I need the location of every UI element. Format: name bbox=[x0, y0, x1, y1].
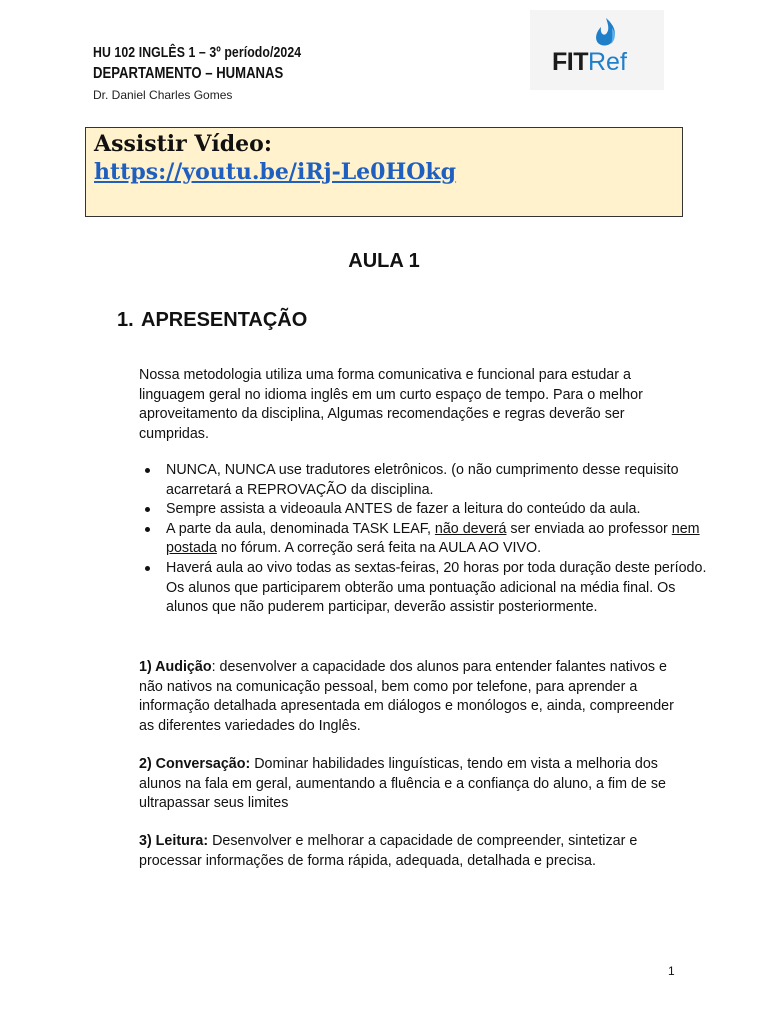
lesson-title: AULA 1 bbox=[348, 250, 420, 272]
document-header bbox=[93, 44, 347, 102]
rule-text: no fórum. A correção será feita na AULA AO VIVO. bbox=[216, 540, 542, 557]
rule-underlined-text: nem postada bbox=[166, 520, 700, 557]
flame-icon bbox=[592, 16, 620, 50]
logo-fit-text: FIT bbox=[552, 48, 588, 76]
intro-paragraph: Nossa metodologia utiliza uma forma comunicativa e funcional para estudar a linguagem geral no idioma inglês em um curto espaço de tempo. Para o melhor aproveitamento da disciplina, Algumas recomendações e regras deverão ser cumpridas. bbox=[139, 367, 643, 442]
skill-reading bbox=[139, 832, 687, 871]
course-title: HU 102 INGLÊS 1 – 3º período/2024 bbox=[93, 44, 302, 61]
skill-label: 1) Audição bbox=[139, 659, 212, 675]
rule-text: ser enviada ao professor bbox=[506, 520, 672, 537]
rule-item: NUNCA, NUNCA use tradutores eletrônicos. (o não cumprimento desse requisito acarretará a REPROVAÇÃO da disciplina. bbox=[166, 461, 714, 500]
section-number: 1. bbox=[117, 309, 134, 331]
rule-item bbox=[166, 520, 714, 559]
skill-listening bbox=[139, 658, 687, 736]
page-number: 1 bbox=[668, 964, 675, 978]
department-title: DEPARTAMENTO – HUMANAS bbox=[93, 65, 284, 82]
fitref-logo bbox=[530, 10, 664, 90]
skill-text: Desenvolver e melhorar a capacidade de compreender, sintetizar e processar informações de forma rápida, adequada, detalhada e precisa. bbox=[139, 833, 638, 869]
logo-wordmark bbox=[552, 48, 627, 77]
logo-ref-text: Ref bbox=[588, 48, 627, 76]
video-title: Assistir Vídeo: bbox=[94, 131, 272, 157]
section-title: APRESENTAÇÃO bbox=[141, 309, 308, 331]
rule-item: Sempre assista a videoaula ANTES de fazer a leitura do conteúdo da aula. bbox=[166, 500, 714, 520]
teacher-name: Dr. Daniel Charles Gomes bbox=[93, 88, 233, 102]
video-callout bbox=[85, 127, 683, 217]
section-heading bbox=[117, 309, 307, 332]
skill-label: 3) Leitura: bbox=[139, 833, 209, 849]
skill-text: Dominar habilidades linguísticas, tendo em vista a melhoria dos alunos na fala em geral, aumentando a fluência e a confiança do aluno, a fim de se ultrapassar seus limites bbox=[139, 756, 666, 812]
rules-list bbox=[139, 461, 714, 618]
skill-text: : desenvolver a capacidade dos alunos para entender falantes nativos e não nativos na comunicação pessoal, bem como por telefone, para aprender a informação detalhada apresentada em diálogos e monólogos e, ainda, compreender as diferentes variedades do Inglês. bbox=[139, 659, 674, 734]
rule-item: Haverá aula ao vivo todas as sextas-feiras, 20 horas por toda duração deste período. Os alunos que participarem obterão uma pontuação adicional na média final. Os alunos que não puderem participar, deverão assistir posteriormente. bbox=[166, 559, 714, 618]
skill-label: 2) Conversação: bbox=[139, 756, 251, 772]
rule-underlined-text: não deverá bbox=[434, 520, 507, 537]
rule-text: A parte da aula, denominada TASK LEAF, bbox=[166, 520, 435, 537]
skill-speaking bbox=[139, 755, 687, 814]
video-link[interactable]: https://youtu.be/iRj-Le0HOkg bbox=[94, 159, 457, 185]
